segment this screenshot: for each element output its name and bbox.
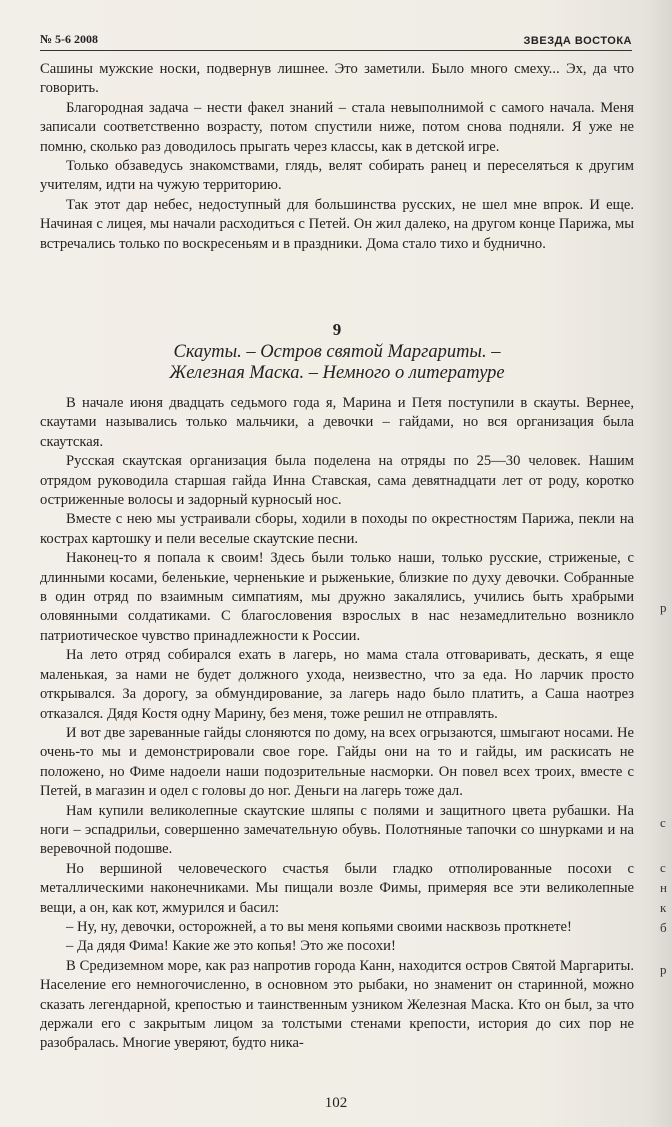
chapter-title xyxy=(40,342,634,384)
chapter-number: 9 xyxy=(332,320,342,339)
paragraph: Так этот дар небес, недоступный для большинства русских, не шел мне впрок. И еще. Начиная с лицея, мы начали расходиться с Петей. Он жил далеко, на другом конце Парижа, мы встречались только по воскресеньям и в праздники. Дома стало тихо и буднично. xyxy=(40,196,634,252)
paragraph: Нам купили великолепные скаутские шляпы с полями и защитного цвета рубашки. На ноги – эспадрильи, совершенно замечательную обувь. Полотняные тапочки со шнурками и на веревочной подошве. xyxy=(40,802,634,858)
paragraph: Вместе с нею мы устраивали сборы, ходили в походы по окрестностям Парижа, пекли на кострах картошку и пели веселые скаутские песни. xyxy=(40,511,634,547)
paragraph: Сашины мужские носки, подвернув лишнее. Это заметили. Было много смеху... Эх, да что говорить. xyxy=(40,61,634,97)
magazine-title: ЗВЕЗДА ВОСТОКА xyxy=(523,35,632,47)
paragraph: В Средиземном море, как раз напротив города Канн, находится остров Святой Маргариты. Население его немногочисленно, в основном это рыбаки, но знаменит он старинной, можно сказать легендарной, крепостью и таинственным узником Железная Маска. Кто он был, за что держали его с закрытым лицом за толстыми стенами крепости, история до сих пор не разобралась. Многие уверяют, будто ника- xyxy=(40,957,634,1052)
edge-letter: с xyxy=(660,815,666,830)
running-header xyxy=(40,32,632,51)
paragraph: На лето отряд собирался ехать в лагерь, но мама стала отговаривать, дескать, я еще маленькая, за нами не будет должного ухода, неизвестно, что за еда. Но ларчик просто открывался. За дорогу, за обмундирование, за лагерь надо было платить, а Саша наотрез отказался. Дядя Костя одну Марину, без меня, тоже решил не отправлять. xyxy=(40,647,634,722)
chapter-title-line: Железная Маска. – Немного о литературе xyxy=(169,363,505,383)
paragraph: Благородная задача – нести факел знаний – стала невыполнимой с самого начала. Меня записали соответственно возрасту, потом спустили ниже, потом снова подняли. Я уже не помню, сколько раз доводилось прыгать через классы, как в детской игре. xyxy=(40,99,634,155)
paragraph: И вот две зареванные гайды слоняются по дому, на всех огрызаются, шмыгают носами. Не очень-то мы и демонстрировали свое горе. Гайды они на то и гайды, им раскисать не положено, но Фиме надоели наши подозрительные насморки. Он повел всех троих, вместе с Петей, в магазин и одел с головы до ног. Деньги на лагерь тоже дал. xyxy=(40,724,634,800)
paragraph: Только обзаведусь знакомствами, глядь, велят собирать ранец и переселяться к другим учителям, идти на чужую территорию. xyxy=(40,158,634,194)
edge-letter: к xyxy=(660,900,667,915)
chapter-body xyxy=(40,394,634,1054)
edge-letter: б xyxy=(660,920,667,935)
dialog-line: – Да дядя Фима! Какие же это копья! Это же посохи! xyxy=(66,938,396,955)
edge-letter: р xyxy=(660,600,667,615)
paragraph: В начале июня двадцать седьмого года я, Марина и Петя поступили в скауты. Вернее, скаутами назывались только мальчики, а девочки – гайдами, но вся организация была скаутская. xyxy=(40,395,634,450)
paragraph: Наконец-то я попала к своим! Здесь были только наши, только русские, стриженые, с длинными косами, беленькие, черненькие и рыженькие, близкие по духу девочки. Собранные в один отряд по взаимным симпатиям, мы дружно закалялись, учились быть храбрыми оловянными солдатиками. С благословения взрослых в нас незамедлительно возникло патриотическое чувство принадлежности к России. xyxy=(40,550,634,644)
paragraph: Русская скаутская организация была поделена на отряды по 25—30 человек. Нашим отрядом руководила старшая гайда Инна Ставская, сама девятнадцати лет от роду, коротко остриженные волосы и задорный курносый нос. xyxy=(40,453,634,509)
chapter-title-line: Скауты. – Остров святой Маргариты. – xyxy=(173,342,501,362)
top-text-block xyxy=(40,60,634,254)
page-number: 102 xyxy=(324,1095,348,1111)
edge-letter: с xyxy=(660,860,666,875)
issue-number: № 5-6 2008 xyxy=(40,32,99,46)
edge-letter: р xyxy=(660,962,667,977)
edge-letter: н xyxy=(660,880,667,895)
paragraph: Но вершиной человеческого счастья были гладко отполированные посохи с металлическими наконечниками. Мы пищали возле Фимы, примеряя все эти великолепные вещи, а он, как кот, жмурился и басил: xyxy=(40,860,634,916)
dialog-line: – Ну, ну, девочки, осторожней, а то вы меня копьями своими насквозь проткнете! xyxy=(66,918,572,935)
